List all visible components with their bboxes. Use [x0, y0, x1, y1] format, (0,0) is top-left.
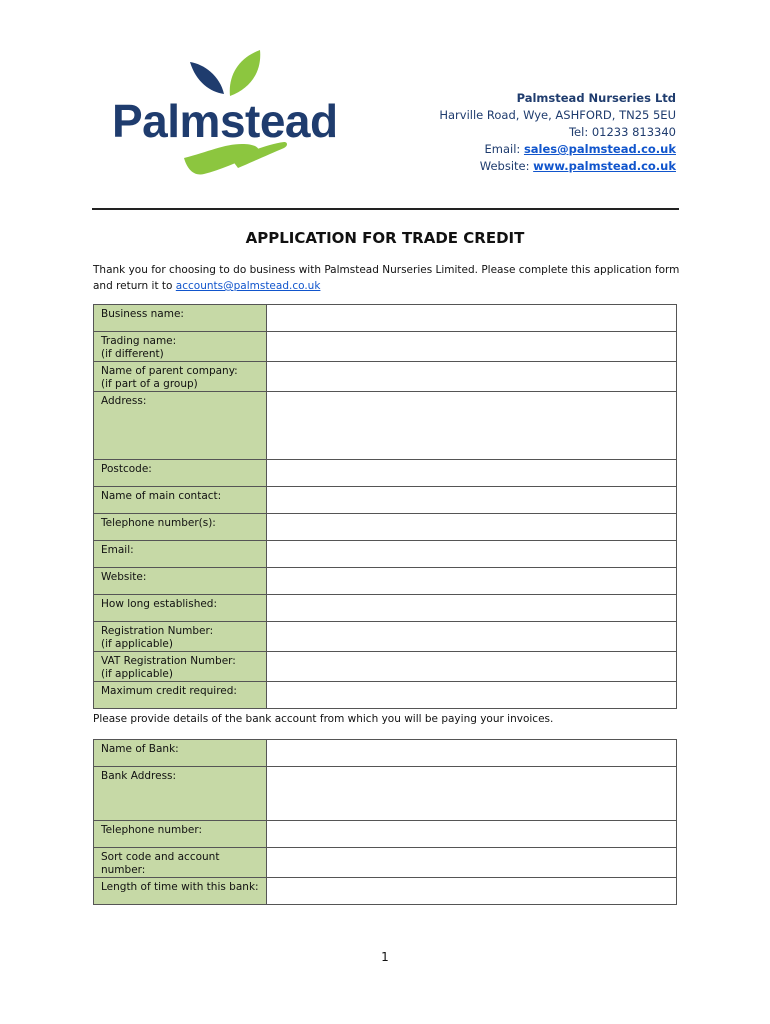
intro-text: Thank you for choosing to do business with Palmstead Nurseries Limited. Please complete this application form and return it to: [93, 264, 680, 292]
form-row: [94, 878, 677, 905]
form-row: [94, 848, 677, 878]
field-input-cell[interactable]: [267, 821, 677, 848]
field-label: VAT Registration Number: (if applicable): [94, 652, 267, 682]
field-label: Sort code and account number:: [94, 848, 267, 878]
field-label: Maximum credit required:: [94, 682, 267, 709]
form-row: [94, 460, 677, 487]
field-input-cell[interactable]: [267, 362, 677, 392]
form-row: [94, 305, 677, 332]
field-input-cell[interactable]: [267, 514, 677, 541]
field-label: Telephone number:: [94, 821, 267, 848]
field-input-cell[interactable]: [267, 487, 677, 514]
bank-details-table: [93, 739, 677, 905]
field-input-cell[interactable]: [267, 460, 677, 487]
field-label: Registration Number: (if applicable): [94, 622, 267, 652]
field-label: Email:: [94, 541, 267, 568]
field-label: Name of main contact:: [94, 487, 267, 514]
form-row: [94, 821, 677, 848]
field-label: Postcode:: [94, 460, 267, 487]
field-label: Business name:: [94, 305, 267, 332]
company-email-link[interactable]: sales@palmstead.co.uk: [523, 142, 676, 156]
form-row: [94, 767, 677, 821]
page-title: APPLICATION FOR TRADE CREDIT: [245, 229, 525, 247]
field-input-cell[interactable]: [267, 848, 677, 878]
field-input-cell[interactable]: [267, 305, 677, 332]
field-input-cell[interactable]: [267, 740, 677, 767]
company-website-link[interactable]: www.palmstead.co.uk: [533, 159, 676, 173]
field-label: Length of time with this bank:: [94, 878, 267, 905]
form-row: [94, 622, 677, 652]
form-row: [94, 595, 677, 622]
field-input-cell[interactable]: [267, 392, 677, 460]
field-input-cell[interactable]: [267, 767, 677, 821]
accounts-email-link[interactable]: accounts@palmstead.co.uk: [175, 280, 321, 292]
field-input-cell[interactable]: [267, 652, 677, 682]
company-name: Palmstead Nurseries Ltd: [516, 91, 676, 105]
field-label: Address:: [94, 392, 267, 460]
page-number: 1: [381, 950, 389, 964]
form-row: [94, 740, 677, 767]
form-row: [94, 332, 677, 362]
field-input-cell[interactable]: [267, 682, 677, 709]
field-label: Name of parent company: (if part of a group): [94, 362, 267, 392]
company-website-line: [439, 158, 676, 175]
field-label: Bank Address:: [94, 767, 267, 821]
form-row: [94, 514, 677, 541]
field-label: How long established:: [94, 595, 267, 622]
company-tel: Tel: 01233 813340: [568, 125, 676, 139]
form-row: [94, 652, 677, 682]
field-input-cell[interactable]: [267, 878, 677, 905]
field-label: Name of Bank:: [94, 740, 267, 767]
field-input-cell[interactable]: [267, 622, 677, 652]
email-label: Email:: [484, 142, 524, 156]
field-input-cell[interactable]: [267, 568, 677, 595]
field-label: Telephone number(s):: [94, 514, 267, 541]
logo-wordmark: Palmstead: [112, 95, 338, 147]
palmstead-logo: [112, 48, 357, 180]
bank-intro-text: Please provide details of the bank account from which you will be paying your invoices.: [93, 713, 554, 725]
form-row: [94, 568, 677, 595]
intro-paragraph: [93, 262, 683, 294]
company-email-line: [439, 141, 676, 158]
field-input-cell[interactable]: [267, 595, 677, 622]
form-row: [94, 682, 677, 709]
business-details-table: [93, 304, 677, 709]
company-details: [439, 90, 676, 175]
field-input-cell[interactable]: [267, 332, 677, 362]
field-label: Website:: [94, 568, 267, 595]
form-row: [94, 392, 677, 460]
company-address: Harville Road, Wye, ASHFORD, TN25 5EU: [439, 108, 676, 122]
header-divider: [92, 208, 679, 210]
field-label: Trading name: (if different): [94, 332, 267, 362]
field-input-cell[interactable]: [267, 541, 677, 568]
form-row: [94, 541, 677, 568]
form-row: [94, 487, 677, 514]
website-label: Website:: [479, 159, 534, 173]
form-row: [94, 362, 677, 392]
